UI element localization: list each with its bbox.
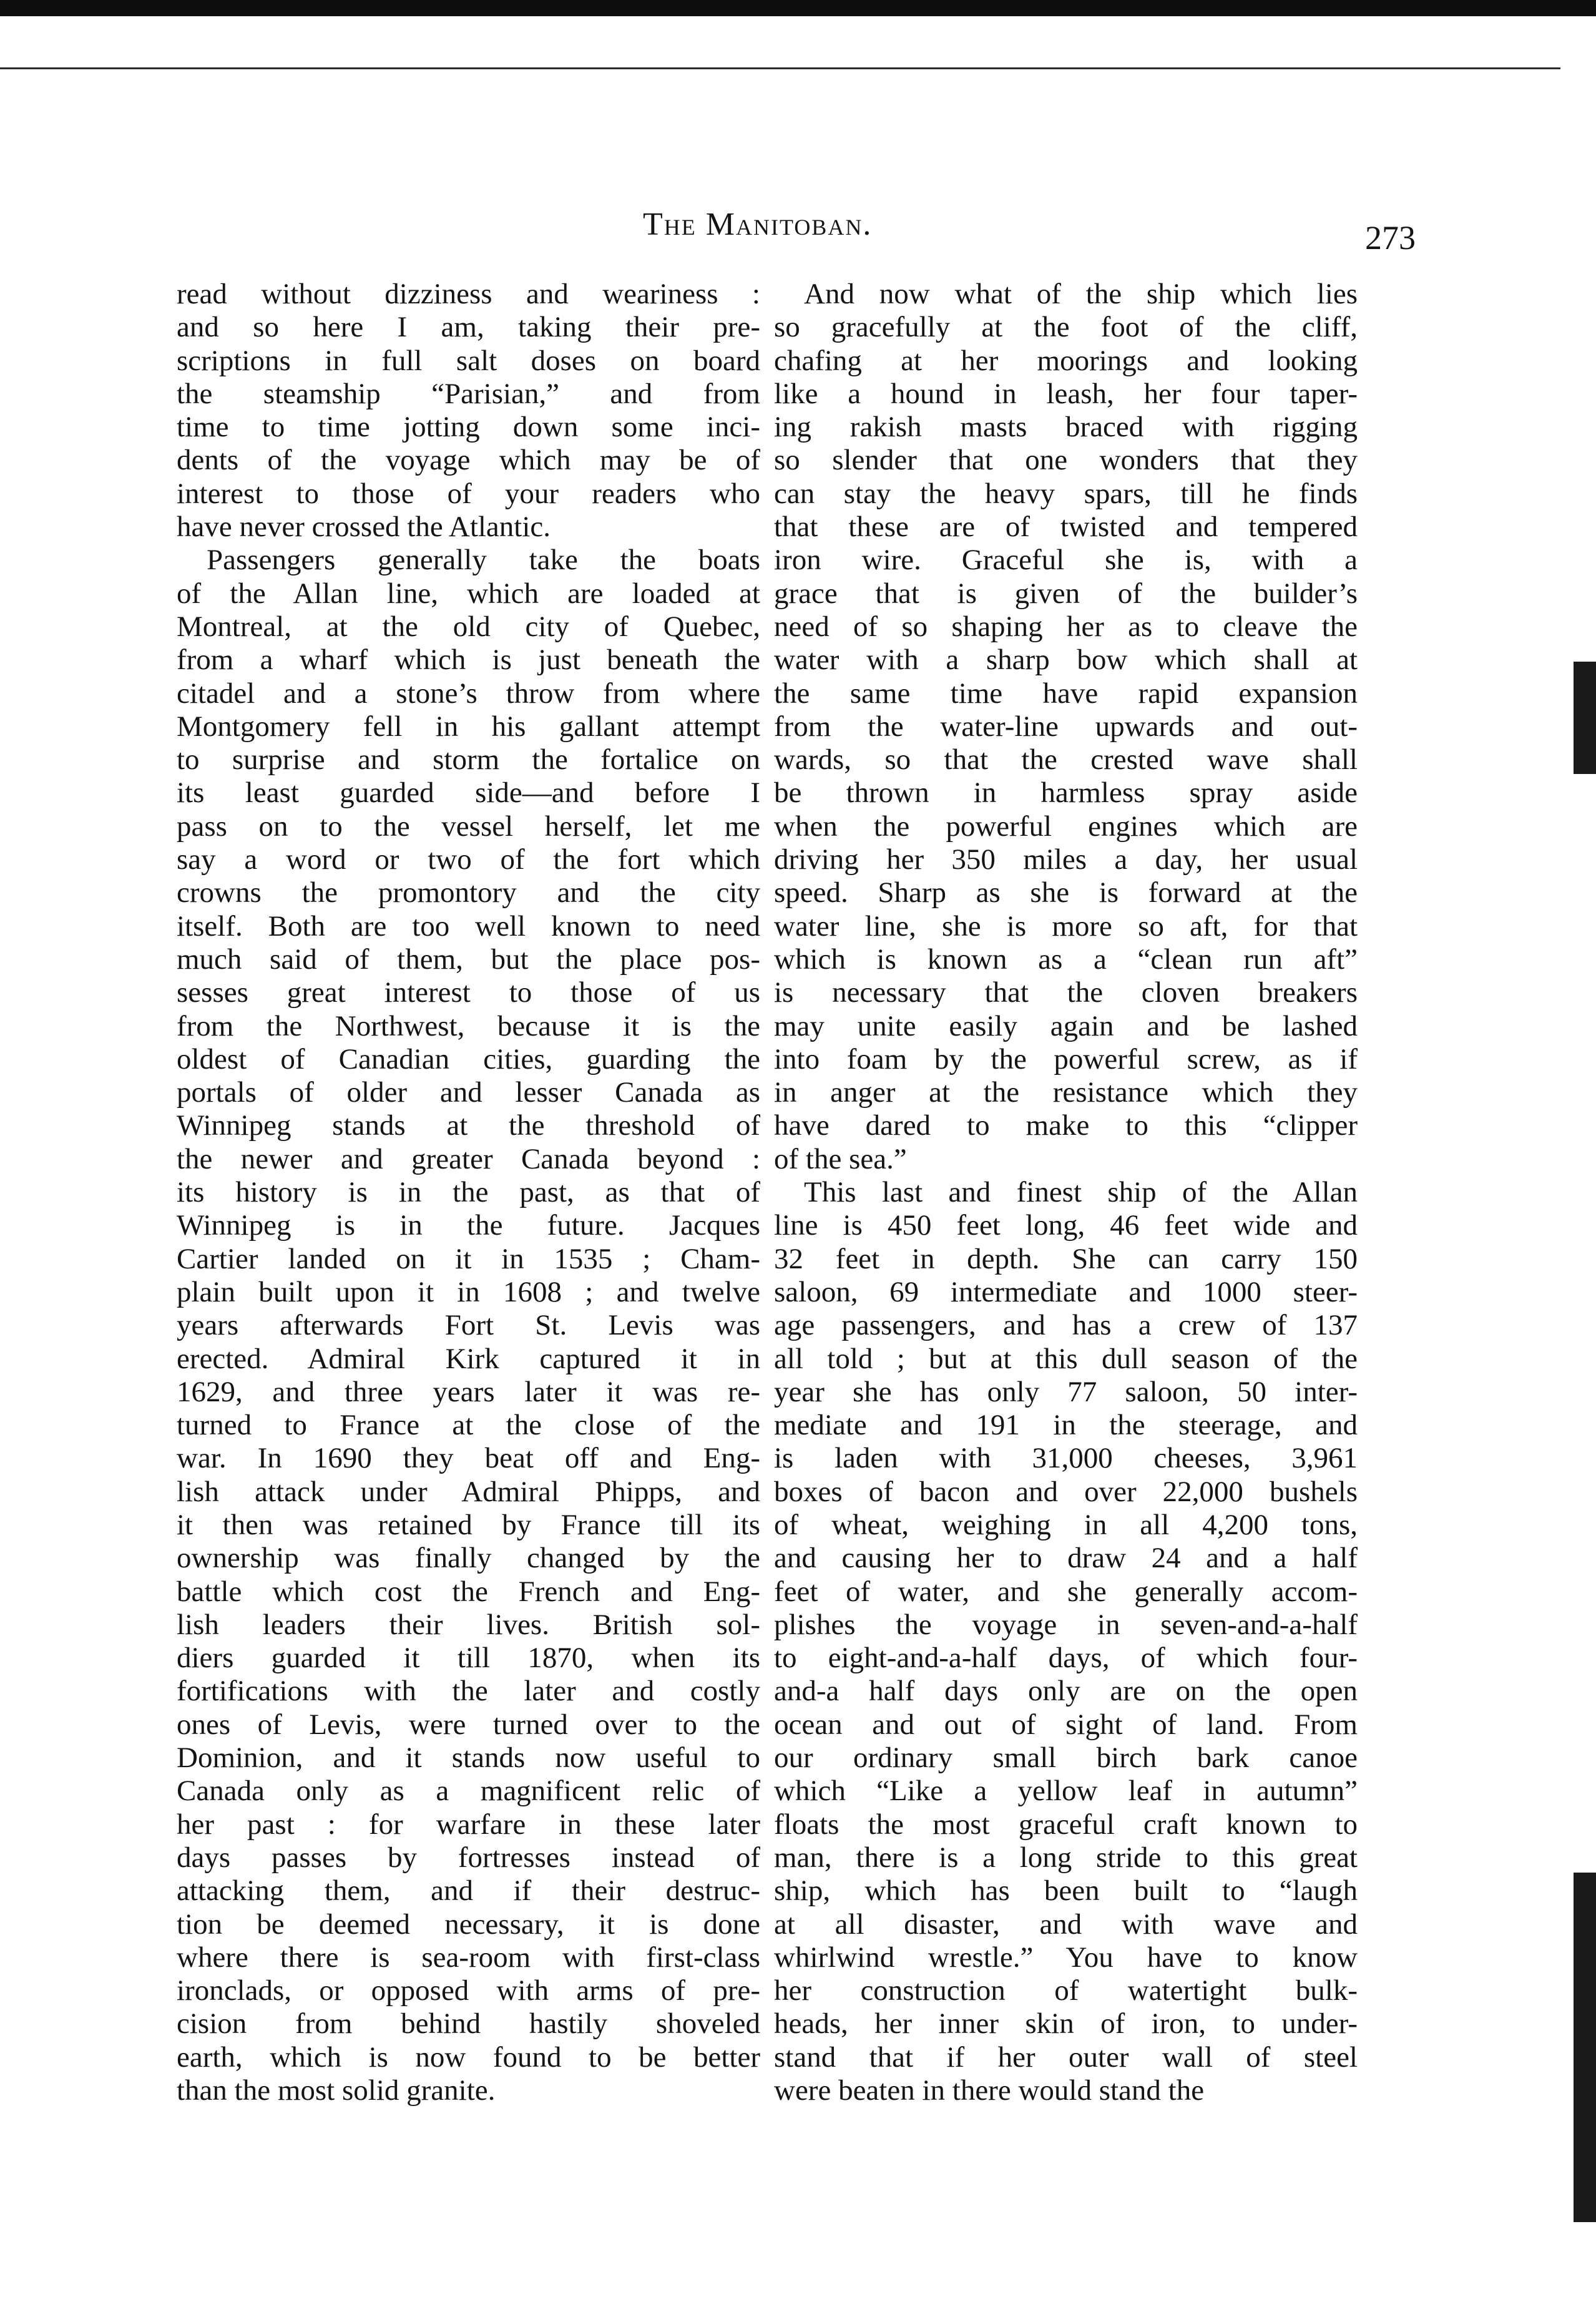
text-line: its history is in the past, as that of xyxy=(177,1176,760,1209)
scan-top-edge xyxy=(0,0,1596,16)
text-line: it then was retained by France till its xyxy=(177,1508,760,1541)
text-line: in anger at the resistance which they xyxy=(774,1076,1358,1109)
page-number: 273 xyxy=(1365,219,1416,257)
text-line: ing rakish masts braced with rigging xyxy=(774,411,1358,444)
text-line: Montgomery fell in his gallant attempt xyxy=(177,710,760,743)
text-line: have never crossed the Atlantic. xyxy=(177,511,551,544)
text-line: from the Northwest, because it is the xyxy=(177,1009,760,1042)
text-line: year she has only 77 saloon, 50 inter- xyxy=(774,1375,1358,1408)
text-line: plishes the voyage in seven-and-a-half xyxy=(774,1608,1358,1641)
text-line: scriptions in full salt doses on board xyxy=(177,344,760,377)
text-line: and-a half days only are on the open xyxy=(774,1675,1358,1708)
text-line: so gracefully at the foot of the cliff, xyxy=(774,311,1358,344)
text-line: turned to France at the close of the xyxy=(177,1409,760,1442)
text-line: all told ; but at this dull season of the xyxy=(774,1342,1358,1375)
text-line: diers guarded it till 1870, when its xyxy=(177,1642,760,1675)
text-line: tion be deemed necessary, it is done xyxy=(177,1908,760,1941)
text-line: mediate and 191 in the steerage, and xyxy=(774,1409,1358,1442)
text-line: where there is sea-room with first-class xyxy=(177,1941,760,1974)
text-line: crowns the promontory and the city xyxy=(177,876,760,909)
text-line: were beaten in there would stand the xyxy=(774,2074,1205,2107)
text-line: 32 feet in depth. She can carry 150 xyxy=(774,1242,1358,1275)
text-line: dents of the voyage which may be of xyxy=(177,444,760,477)
text-line: battle which cost the French and Eng- xyxy=(177,1575,760,1608)
text-line: much said of them, but the place pos- xyxy=(177,943,760,976)
text-line: oldest of Canadian cities, guarding the xyxy=(177,1042,760,1075)
text-line: can stay the heavy spars, till he finds xyxy=(774,477,1358,510)
text-line: her construction of watertight bulk- xyxy=(774,1974,1358,2007)
text-line: ones of Levis, were turned over to the xyxy=(177,1708,760,1741)
text-line: Winnipeg is in the future. Jacques xyxy=(177,1209,760,1242)
text-line: itself. Both are too well known to need xyxy=(177,909,760,943)
text-line: driving her 350 miles a day, her usual xyxy=(774,843,1358,876)
text-line: boxes of bacon and over 22,000 bushels xyxy=(774,1475,1358,1508)
text-line: is necessary that the cloven breakers xyxy=(774,976,1358,1009)
text-line: interest to those of your readers who xyxy=(177,477,760,510)
text-line: of the sea.” xyxy=(774,1142,907,1175)
text-line: citadel and a stone’s throw from where xyxy=(177,677,760,710)
text-line: to eight-and-a-half days, of which four- xyxy=(774,1642,1358,1675)
text-line: floats the most graceful craft known to xyxy=(774,1808,1358,1841)
text-line: feet of water, and she generally accom- xyxy=(774,1575,1358,1608)
text-line: the newer and greater Canada beyond : xyxy=(177,1142,760,1175)
paragraph xyxy=(774,278,1358,1176)
text-line: Passengers generally take the boats xyxy=(207,544,760,577)
paragraph xyxy=(774,1176,1358,2107)
text-line: And now what of the ship which lies xyxy=(804,278,1358,310)
text-line: have dared to make to this “clipper xyxy=(774,1109,1358,1142)
text-line: whirlwind wrestle.” You have to know xyxy=(774,1941,1358,1974)
header-rule xyxy=(0,67,1560,69)
text-line: and causing her to draw 24 and a half xyxy=(774,1542,1358,1575)
text-line: may unite easily again and be lashed xyxy=(774,1009,1358,1042)
text-line: need of so shaping her as to cleave the xyxy=(774,610,1358,643)
text-line: water with a sharp bow which shall at xyxy=(774,644,1358,677)
text-line: ironclads, or opposed with arms of pre- xyxy=(177,1974,760,2007)
text-line: sesses great interest to those of us xyxy=(177,976,760,1009)
text-line: stand that if her outer wall of steel xyxy=(774,2040,1358,2074)
text-line: years afterwards Fort St. Levis was xyxy=(177,1309,760,1342)
text-line: our ordinary small birch bark canoe xyxy=(774,1741,1358,1775)
text-line: of wheat, weighing in all 4,200 tons, xyxy=(774,1508,1358,1541)
text-line: iron wire. Graceful she is, with a xyxy=(774,544,1358,577)
text-line: wards, so that the crested wave shall xyxy=(774,743,1358,776)
text-line: cision from behind hastily shoveled xyxy=(177,2007,760,2040)
paragraph xyxy=(177,278,760,544)
text-line: lish leaders their lives. British sol- xyxy=(177,1608,760,1641)
text-line: line is 450 feet long, 46 feet wide and xyxy=(774,1209,1358,1242)
text-line: Canada only as a magnificent relic of xyxy=(177,1775,760,1808)
text-line: which is known as a “clean run aft” xyxy=(774,943,1358,976)
text-line: read without dizziness and weariness : xyxy=(177,278,760,310)
text-line: than the most solid granite. xyxy=(177,2074,496,2107)
text-line: fortifications with the later and costly xyxy=(177,1675,760,1708)
text-line: be thrown in harmless spray aside xyxy=(774,776,1358,810)
text-line: the steamship “Parisian,” and from xyxy=(177,377,760,410)
text-line: and so here I am, taking their pre- xyxy=(177,311,760,344)
text-line: so slender that one wonders that they xyxy=(774,444,1358,477)
text-line: which “Like a yellow leaf in autumn” xyxy=(774,1775,1358,1808)
text-line: This last and finest ship of the Allan xyxy=(804,1176,1358,1209)
text-line: ownership was finally changed by the xyxy=(177,1542,760,1575)
text-line: Cartier landed on it in 1535 ; Cham- xyxy=(177,1242,760,1275)
text-line: ocean and out of sight of land. From xyxy=(774,1708,1358,1741)
text-line: speed. Sharp as she is forward at the xyxy=(774,876,1358,909)
text-line: war. In 1690 they beat off and Eng- xyxy=(177,1442,760,1475)
text-line: when the powerful engines which are xyxy=(774,810,1358,843)
text-line: days passes by fortresses instead of xyxy=(177,1841,760,1874)
text-line: Montreal, at the old city of Quebec, xyxy=(177,610,760,643)
text-line: 1629, and three years later it was re- xyxy=(177,1375,760,1408)
text-line: time to time jotting down some inci- xyxy=(177,411,760,444)
text-line: age passengers, and has a crew of 137 xyxy=(774,1309,1358,1342)
text-line: her past : for warfare in these later xyxy=(177,1808,760,1841)
text-line: attacking them, and if their destruc- xyxy=(177,1874,760,1908)
text-line: man, there is a long stride to this great xyxy=(774,1841,1358,1874)
text-line: erected. Admiral Kirk captured it in xyxy=(177,1342,760,1375)
text-line: at all disaster, and with wave and xyxy=(774,1908,1358,1941)
scan-margin-shadow xyxy=(1574,1873,1596,2222)
running-title: The Manitoban. xyxy=(643,207,873,242)
text-column-right xyxy=(774,278,1358,2107)
text-line: plain built upon it in 1608 ; and twelve xyxy=(177,1275,760,1308)
text-line: earth, which is now found to be better xyxy=(177,2040,760,2074)
text-line: heads, her inner skin of iron, to under- xyxy=(774,2007,1358,2040)
text-line: grace that is given of the builder’s xyxy=(774,577,1358,610)
text-line: like a hound in leash, her four taper- xyxy=(774,377,1358,410)
text-line: its least guarded side—and before I xyxy=(177,776,760,810)
text-line: is laden with 31,000 cheeses, 3,961 xyxy=(774,1442,1358,1475)
text-line: from a wharf which is just beneath the xyxy=(177,644,760,677)
text-line: pass on to the vessel herself, let me xyxy=(177,810,760,843)
text-line: that these are of twisted and tempered xyxy=(774,511,1358,544)
paragraph xyxy=(177,544,760,2107)
text-line: portals of older and lesser Canada as xyxy=(177,1076,760,1109)
text-line: from the water-line upwards and out- xyxy=(774,710,1358,743)
text-column-left xyxy=(177,278,760,2107)
text-line: the same time have rapid expansion xyxy=(774,677,1358,710)
text-line: ship, which has been built to “laugh xyxy=(774,1874,1358,1908)
text-line: water line, she is more so aft, for that xyxy=(774,909,1358,943)
text-line: saloon, 69 intermediate and 1000 steer- xyxy=(774,1275,1358,1308)
text-line: Winnipeg stands at the threshold of xyxy=(177,1109,760,1142)
text-line: say a word or two of the fort which xyxy=(177,843,760,876)
text-line: into foam by the powerful screw, as if xyxy=(774,1042,1358,1075)
text-line: Dominion, and it stands now useful to xyxy=(177,1741,760,1775)
text-line: chafing at her moorings and looking xyxy=(774,344,1358,377)
scan-margin-shadow xyxy=(1574,662,1596,774)
text-line: lish attack under Admiral Phipps, and xyxy=(177,1475,760,1508)
text-line: of the Allan line, which are loaded at xyxy=(177,577,760,610)
text-line: to surprise and storm the fortalice on xyxy=(177,743,760,776)
